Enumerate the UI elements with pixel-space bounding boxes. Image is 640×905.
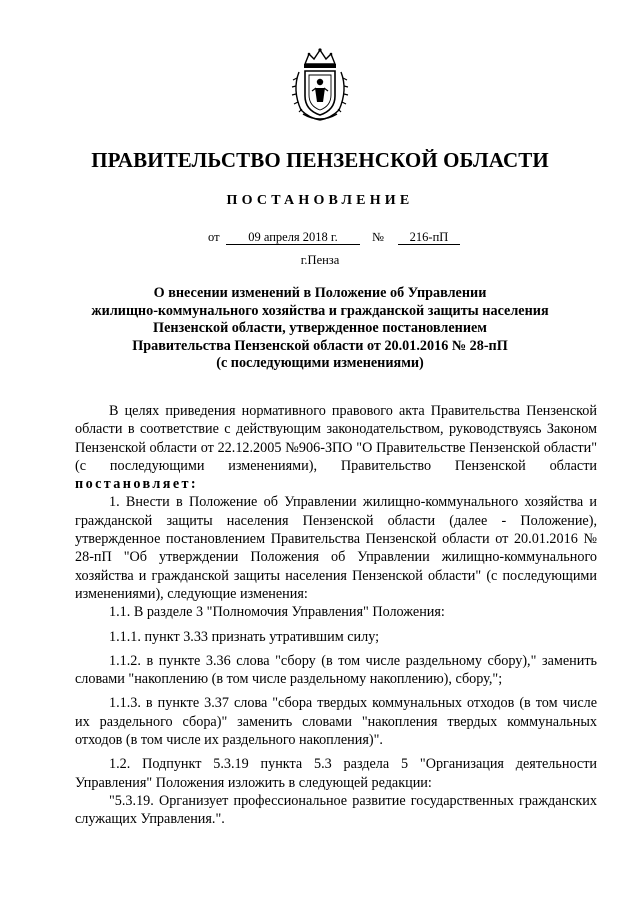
subject-line: Правительства Пензенской области от 20.01.2016 № 28-пП [132, 337, 508, 354]
preamble-text: В целях приведения нормативного правового акта Правительства Пензенской области в соответствие с действующим законодательством, руководствуясь Законом Пензенской области от 22.12.2005 №906-ЗПО "О Правительстве Пензенской области" (с последующими изменениями), Правительство Пензенской области [75, 403, 597, 474]
coat-of-arms-emblem [289, 46, 351, 122]
document-number: 216-пП [398, 230, 460, 245]
city-label: г.Пенза [300, 253, 340, 267]
item-1-1-2: 1.1.2. в пункте 3.36 слова "сбору (в том числе раздельному сбору)," заменить словами "накоплению (в том числе раздельному накоплению), сбору,"; [75, 652, 597, 688]
subject-line: (с последующими изменениями) [216, 355, 424, 371]
subject-line: жилищно-коммунального хозяйства и гражданской защиты населения [91, 302, 549, 319]
item-1-1-3: 1.1.3. в пункте 3.37 слова "сбора твердых коммунальных отходов (в том числе их раздельного сбора)" заменить словами "накопления твердых коммунальных отходов (в том числе их раздельного накопления)". [75, 695, 597, 749]
item-1-1: 1.1. В разделе 3 "Полномочия Управления" Положения: [109, 604, 445, 621]
date-from-label: от [208, 230, 220, 244]
item-1-1-1: 1.1.1. пункт 3.33 признать утратившим силу; [109, 628, 380, 645]
document-date: 09 апреля 2018 г. [226, 230, 360, 245]
item-1-2: 1.2. Подпункт 5.3.19 пункта 5.3 раздела 5 "Организация деятельности Управления" Положения изложить в следующей редакции: [75, 756, 597, 791]
subject-line: Пензенской области, утвержденное постановлением [153, 320, 487, 336]
document-type: ПОСТАНОВЛЕНИЕ [226, 193, 414, 208]
government-title: ПРАВИТЕЛЬСТВО ПЕНЗЕНСКОЙ ОБЛАСТИ [91, 148, 549, 172]
item-1: 1. Внести в Положение об Управлении жилищно-коммунального хозяйства и гражданской защиты населения Пензенской области (далее - Положение), утвержденное постановлением Правительства Пензенской области от 20.01.2016 № 28-пП "Об утверждении Положения об Управлении жилищно-коммунального хозяйства и гражданской защиты населения Пензенской области" (с последующими изменениями), следующие изменения: [75, 494, 597, 602]
subject-line: О внесении изменений в Положение об Управлении [153, 285, 487, 301]
item-5-3-19: "5.3.19. Организует профессиональное развитие государственных гражданских служащих Управления.". [75, 792, 597, 828]
decrees-word: постановляет: [75, 476, 199, 493]
document-body [75, 402, 597, 829]
preamble-paragraph [75, 402, 597, 493]
number-label: № [372, 230, 384, 244]
document-subject [60, 285, 580, 373]
